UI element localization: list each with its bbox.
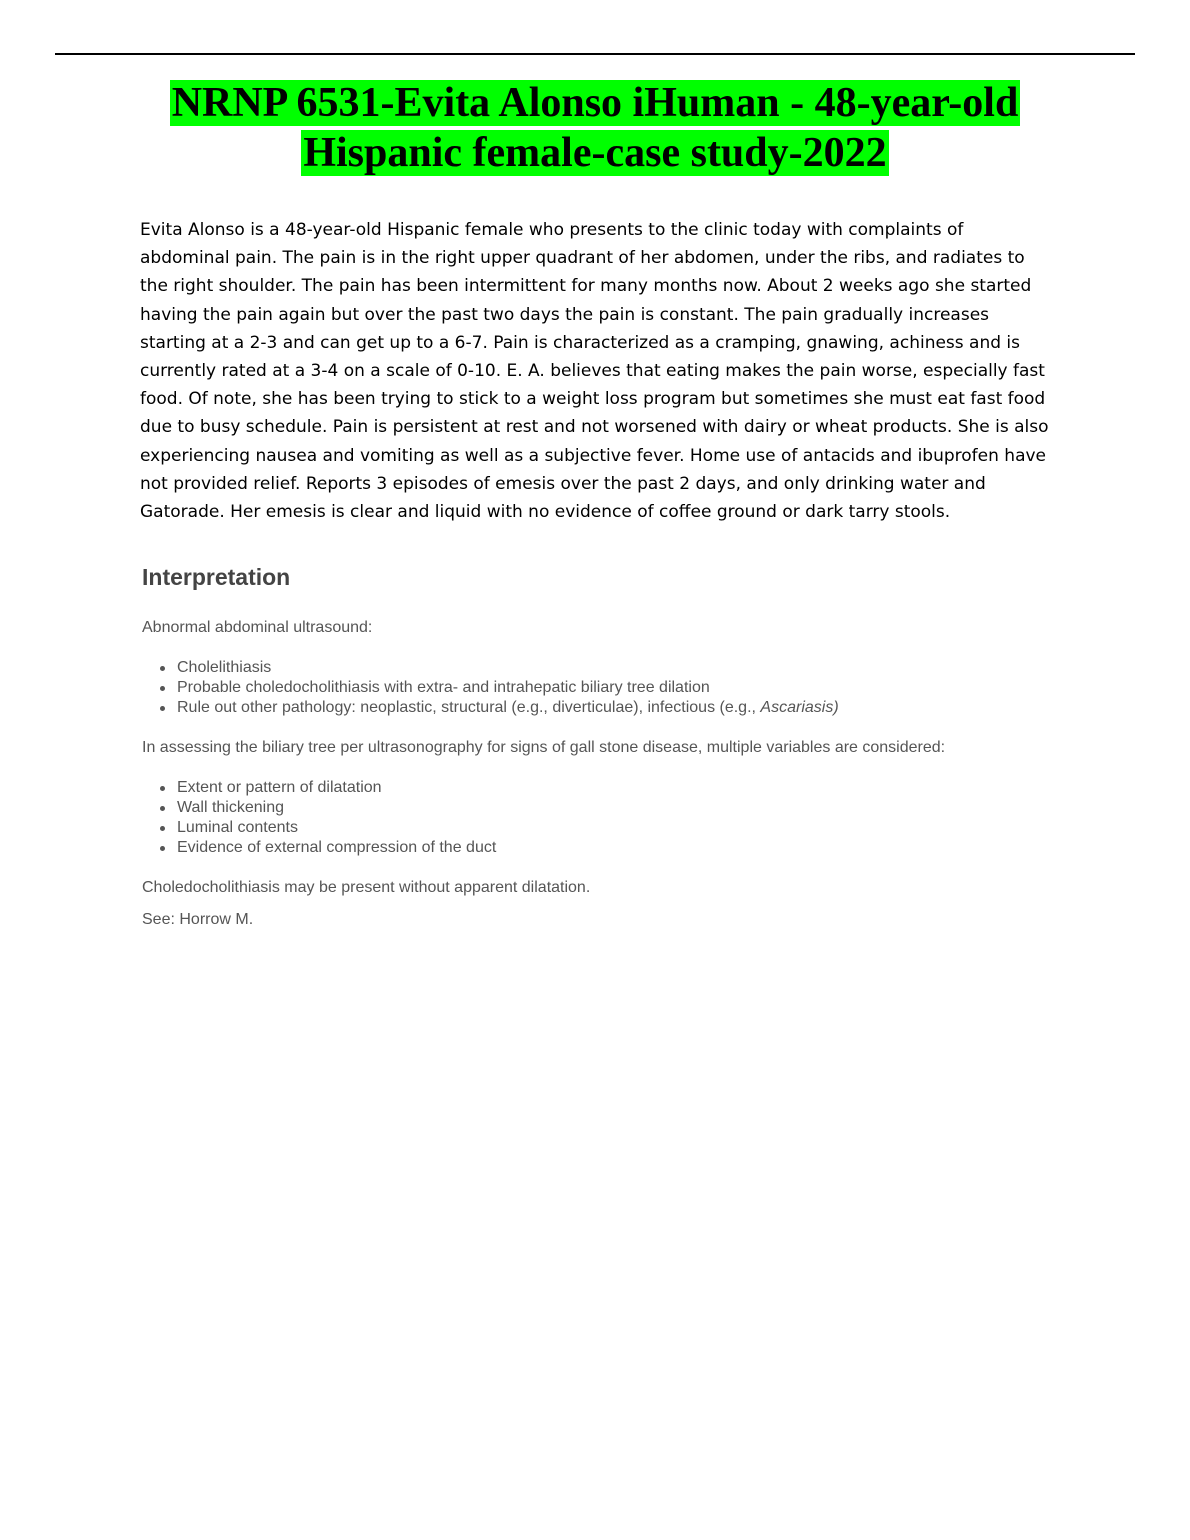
case-description: Evita Alonso is a 48-year-old Hispanic female who presents to the clinic today with complaints of abdominal pain. The pain is in the right upper quadrant of her abdomen, under the ribs, and radiates to the right shoulder. The pain has been intermittent for many months now. About 2 weeks ago she started having the pain again but over the past two days the pain is constant. The pain gradually increases starting at a 2-3 and can get up to a 6-7. Pain is characterized as a cramping, gnawing, achiness and is currently rated at a 3-4 on a scale of 0-10. E. A. believes that eating makes the pain worse, especially fast food. Of note, she has been trying to stick to a weight loss program but sometimes she must eat fast food due to busy schedule. Pain is persistent at rest and not worsened with dairy or wheat products. She is also experiencing nausea and vomiting as well as a subjective fever. Home use of antacids and ibuprofen have not provided relief. Reports 3 episodes of emesis over the past 2 days, and only drinking water and Gatorade. Her emesis is clear and liquid with no evidence of coffee ground or dark tarry stools. xyxy=(140,220,1049,523)
list-item: Cholelithiasis xyxy=(177,658,1042,678)
title-line-2: Hispanic female-case study-2022 xyxy=(303,130,887,176)
reference: See: Horrow M. xyxy=(142,911,254,928)
title-line-1: NRNP 6531-Evita Alonso iHuman - 48-year-old xyxy=(171,80,1019,126)
top-divider xyxy=(55,53,1135,55)
assessing-text: In assessing the biliary tree per ultrasonography for signs of gall stone disease, multiple variables are considered: xyxy=(142,739,946,756)
dilatation-note: Choledocholithiasis may be present without apparent dilatation. xyxy=(142,879,591,896)
findings-list xyxy=(142,658,1042,718)
list-item: Wall thickening xyxy=(177,798,1042,818)
interpretation-heading: Interpretation xyxy=(142,564,291,590)
rule-out-text: Rule out other pathology: neoplastic, structural (e.g., diverticulae), infectious (e.g., xyxy=(177,699,761,716)
list-item: Evidence of external compression of the duct xyxy=(177,838,1042,858)
ultrasound-intro: Abnormal abdominal ultrasound: xyxy=(142,619,373,636)
list-item: Luminal contents xyxy=(177,818,1042,838)
rule-out-italic: Ascariasis) xyxy=(760,699,839,716)
document-title xyxy=(0,78,1190,178)
interpretation-section xyxy=(142,562,1042,930)
variables-list xyxy=(142,778,1042,858)
list-item xyxy=(177,698,1042,718)
list-item: Extent or pattern of dilatation xyxy=(177,778,1042,798)
list-item: Probable choledocholithiasis with extra- and intrahepatic biliary tree dilation xyxy=(177,678,1042,698)
